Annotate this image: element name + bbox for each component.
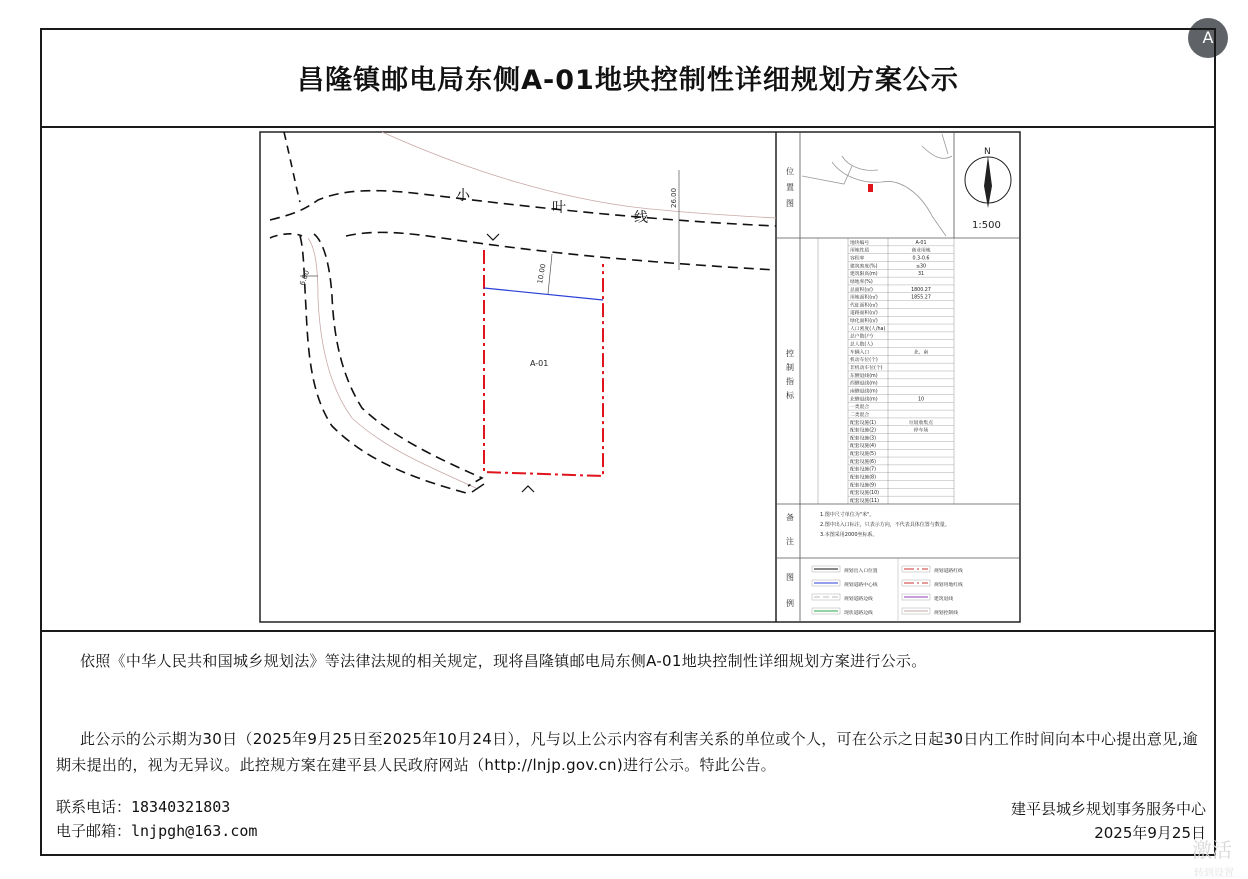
legend-label-1: 图: [786, 573, 794, 582]
indicator-name: 南侧退线(m): [850, 389, 878, 395]
note-1: 1.图中尺寸单位为"米"。: [820, 512, 875, 518]
location-marker: [868, 184, 873, 192]
indicator-name: 西侧退线(m): [850, 381, 878, 387]
location-label-1: 位: [786, 167, 794, 176]
paragraph-legal-basis: 依照《中华人民共和国城乡规划法》等法律法规的相关规定，现将昌隆镇邮电局东侧A-01地块控制性详细规划方案进行公示。: [80, 652, 927, 670]
activation-watermark-sub: 转到设置: [1194, 868, 1234, 879]
indicator-name: 东侧退线(m): [850, 373, 878, 379]
indicator-name: 容积率: [850, 256, 865, 262]
indicator-name: 二类混合: [850, 412, 870, 418]
title-row: [42, 30, 1214, 128]
indicator-value: 10: [917, 397, 925, 403]
indicator-name: 地块编号: [850, 240, 870, 246]
note-2: 2.图中出入口标注，只表示方向，不代表具体位置与数量。: [820, 522, 950, 528]
indicator-name: 配套设施(4): [850, 444, 876, 450]
indicator-value: 1800.27: [911, 287, 931, 293]
indicator-name: 配套设施(2): [850, 428, 876, 434]
parcel-label: A-01: [530, 359, 549, 368]
legend-item-label: 规划用地红线: [934, 583, 963, 588]
road-name-char-3: 线: [634, 210, 648, 226]
issuing-organization: 建平县城乡规划事务服务中心: [1010, 800, 1206, 818]
indicator-name: 人口密度(人/ha): [850, 326, 886, 332]
indicator-value: 商业用地: [911, 248, 931, 254]
legend-item-label: 规划出入口位置: [844, 569, 878, 574]
activation-watermark: 激活: [1192, 838, 1232, 862]
setback-dimension: 10.00: [536, 263, 548, 285]
note-3: 3.本图采用2000坐标系。: [820, 532, 878, 538]
indicator-name: 总人数(人): [850, 342, 873, 348]
indicator-label-2: 制: [786, 363, 794, 372]
indicator-value: 31: [917, 272, 925, 278]
indicator-label-4: 标: [786, 391, 794, 400]
indicator-name: 建筑限高(m): [850, 272, 878, 278]
indicator-name: 建筑密度(%): [850, 264, 878, 270]
indicator-name: 配套设施(7): [850, 467, 876, 473]
indicator-name: 机动车位(个): [850, 358, 878, 364]
map-scale: 1:500: [972, 220, 1001, 231]
indicator-name: 配套设施(10): [850, 491, 880, 497]
legend-item-label: 规划控制线: [934, 611, 958, 616]
north-letter: N: [984, 147, 991, 157]
indicator-value: 1855.27: [911, 295, 931, 301]
legend-item-label: 规划道路红线: [934, 569, 963, 574]
indicator-label-1: 控: [786, 349, 794, 358]
indicator-name: 非机动车位(个): [850, 366, 883, 371]
plan-drawing: [42, 126, 1214, 630]
indicator-value: 停车场: [913, 428, 929, 434]
indicator-name: 配套设施(11): [850, 499, 880, 504]
legend-item-label: 现状道路边线: [844, 611, 873, 616]
indicator-value: ≤30: [915, 264, 927, 270]
paragraph-publicity-period: 此公示的公示期为30日（2025年9月25日至2025年10月24日），凡与以上公示内容有利害关系的单位或个人，可在公示之日起30日内工作时间向本中心提出意见,逾期未提出的，视为无异议。此控规方案在建平县人民政府网站（http://lnjp.gov.cn)进行公示。特此公告。: [56, 730, 1198, 774]
indicator-name: 绿化面积(㎡): [850, 319, 878, 325]
notice-frame: [40, 28, 1216, 856]
indicator-value: 北、南: [913, 350, 929, 356]
indicator-name: 北侧退线(m): [850, 397, 878, 403]
road-width-left: 6.00: [298, 269, 312, 287]
notes-label-2: 注: [786, 537, 794, 546]
road-name-char-2: 叶: [552, 200, 566, 216]
indicator-name: 车辆入口: [850, 350, 870, 356]
indicator-value: 垃圾收集点: [909, 420, 933, 426]
road-width-main: 26.00: [670, 187, 678, 208]
indicator-name: 配套设施(6): [850, 459, 876, 465]
road-name-char-1: 小: [456, 188, 470, 204]
accessibility-icon-button[interactable]: A: [1188, 18, 1228, 58]
legend-label-2: 例: [786, 599, 794, 608]
indicator-name: 配套设施(8): [850, 475, 876, 481]
indicator-name: 用地面积(㎡): [850, 295, 878, 301]
indicator-value: 0.3-0.6: [912, 256, 930, 262]
indicator-label-3: 指: [786, 377, 794, 386]
indicator-name: 绿地率(%): [850, 279, 873, 285]
page-title: 昌隆镇邮电局东侧A-01地块控制性详细规划方案公示: [297, 65, 959, 96]
indicator-name: 道路面积(㎡): [850, 311, 878, 317]
indicator-name: 一类混合: [850, 405, 870, 411]
indicator-name: 代征面积(㎡): [850, 303, 878, 309]
location-label-3: 图: [786, 199, 794, 208]
contact-phone: 联系电话：18340321803: [56, 798, 231, 816]
legend-item-label: 规划道路中心线: [844, 583, 878, 588]
indicator-name: 配套设施(9): [850, 483, 876, 489]
indicator-name: 用地性质: [850, 248, 870, 254]
legend-item-label: 建筑退线: [934, 597, 954, 602]
indicator-name: 配套设施(5): [850, 452, 876, 458]
contact-email: 电子邮箱：lnjpgh@163.com: [56, 822, 258, 840]
notes-label-1: 备: [786, 513, 794, 522]
location-label-2: 置: [786, 183, 794, 192]
indicator-value: A-01: [915, 240, 927, 246]
plan-row: [42, 126, 1214, 632]
indicator-name: 配套设施(1): [850, 420, 876, 426]
indicator-name: 总面积(㎡): [850, 287, 873, 293]
issue-date: 2025年9月25日: [1094, 824, 1206, 842]
indicator-name: 总户数(户): [850, 334, 873, 340]
indicator-name: 配套设施(3): [850, 436, 876, 442]
legend-item-label: 规划道路边线: [844, 597, 873, 602]
